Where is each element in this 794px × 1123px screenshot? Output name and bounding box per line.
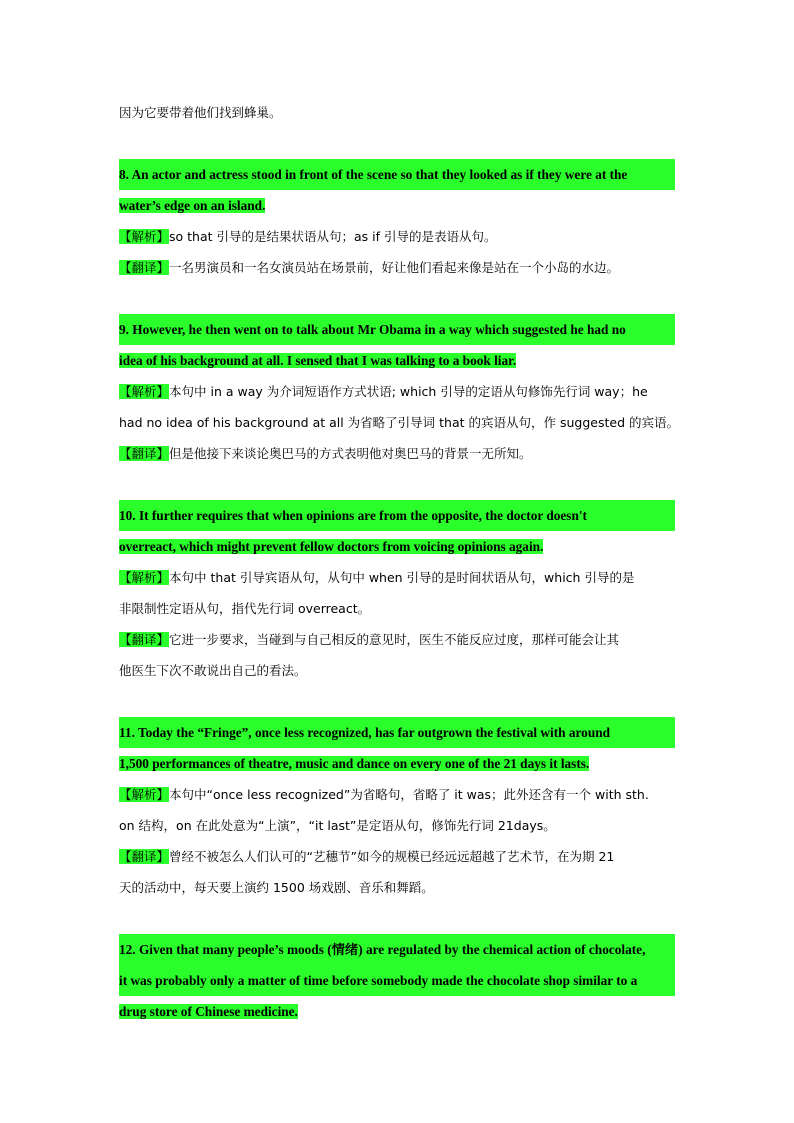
- translation-text: 它进一步要求，当碰到与自己相反的意见时，医生不能反应过度，那样可能会让其: [169, 632, 620, 647]
- spacer: [119, 903, 675, 934]
- item-12: [119, 934, 675, 1027]
- analysis-tag: 【解析】: [119, 787, 170, 802]
- analysis-tag: 【解析】: [119, 570, 170, 585]
- spacer: [119, 686, 675, 717]
- translation-text: 但是他接下来谈论奥巴马的方式表明他对奥巴马的背景一无所知。: [169, 446, 532, 461]
- question-line: it was probably only a matter of time before somebody made the chocolate shop similar to a: [119, 965, 675, 996]
- question-line: idea of his background at all. I sensed that I was talking to a book liar.: [119, 353, 517, 368]
- translation-tag: 【翻译】: [119, 849, 170, 864]
- analysis-tag: 【解析】: [119, 384, 170, 399]
- document-page: [119, 97, 679, 1027]
- question-line: water’s edge on an island.: [119, 198, 266, 213]
- question-line: 10. It further requires that when opinions are from the opposite, the doctor doesn't: [119, 500, 675, 531]
- analysis-tag: 【解析】: [119, 229, 170, 244]
- analysis-text: so that 引导的是结果状语从句；as if 引导的是表语从句。: [169, 229, 497, 244]
- item-10: [119, 500, 675, 686]
- translation-tag: 【翻译】: [119, 446, 170, 461]
- item-9: [119, 314, 679, 469]
- spacer: [119, 283, 675, 314]
- question-line: overreact, which might prevent fellow doctors from voicing opinions again.: [119, 539, 544, 554]
- question-line: 1,500 performances of theatre, music and dance on every one of the 21 days it lasts.: [119, 756, 590, 771]
- intro-text: 因为它要带着他们找到蜂巢。: [119, 105, 282, 120]
- translation-text: 他医生下次不敢说出自己的看法。: [119, 663, 307, 678]
- analysis-text: 本句中 that 引导宾语从句，从句中 when 引导的是时间状语从句，which 引导的是: [169, 570, 635, 585]
- question-line: drug store of Chinese medicine.: [119, 1004, 298, 1019]
- analysis-text: had no idea of his background at all 为省略了引导词 that 的宾语从句，作 suggested 的宾语。: [119, 415, 679, 430]
- translation-tag: 【翻译】: [119, 632, 170, 647]
- analysis-text: 本句中“once less recognized”为省略句，省略了 it was；此外还含有一个 with sth.: [169, 787, 649, 802]
- translation-tag: 【翻译】: [119, 260, 170, 275]
- question-line: 9. However, he then went on to talk about Mr Obama in a way which suggested he had no: [119, 314, 675, 345]
- analysis-text: 非限制性定语从句，指代先行词 overreact。: [119, 601, 371, 616]
- question-line: 12. Given that many people’s moods (情绪) are regulated by the chemical action of chocolate,: [119, 934, 675, 965]
- translation-text: 一名男演员和一名女演员站在场景前，好让他们看起来像是站在一个小岛的水边。: [169, 260, 620, 275]
- item-8: [119, 159, 675, 283]
- analysis-text: 本句中 in a way 为介词短语作方式状语; which 引导的定语从句修饰先行词 way；he: [169, 384, 648, 399]
- item-11: [119, 717, 675, 903]
- spacer: [119, 469, 675, 500]
- question-line: 8. An actor and actress stood in front of the scene so that they looked as if they were at the: [119, 159, 675, 190]
- spacer: [119, 128, 675, 159]
- translation-text: 天的活动中，每天要上演约 1500 场戏剧、音乐和舞蹈。: [119, 880, 434, 895]
- translation-text: 曾经不被怎么人们认可的“艺穗节”如今的规模已经远远超越了艺术节，在为期 21: [169, 849, 615, 864]
- question-line: 11. Today the “Fringe”, once less recognized, has far outgrown the festival with around: [119, 717, 675, 748]
- analysis-text: on 结构，on 在此处意为“上演”，“it last”是定语从句，修饰先行词 21days。: [119, 818, 556, 833]
